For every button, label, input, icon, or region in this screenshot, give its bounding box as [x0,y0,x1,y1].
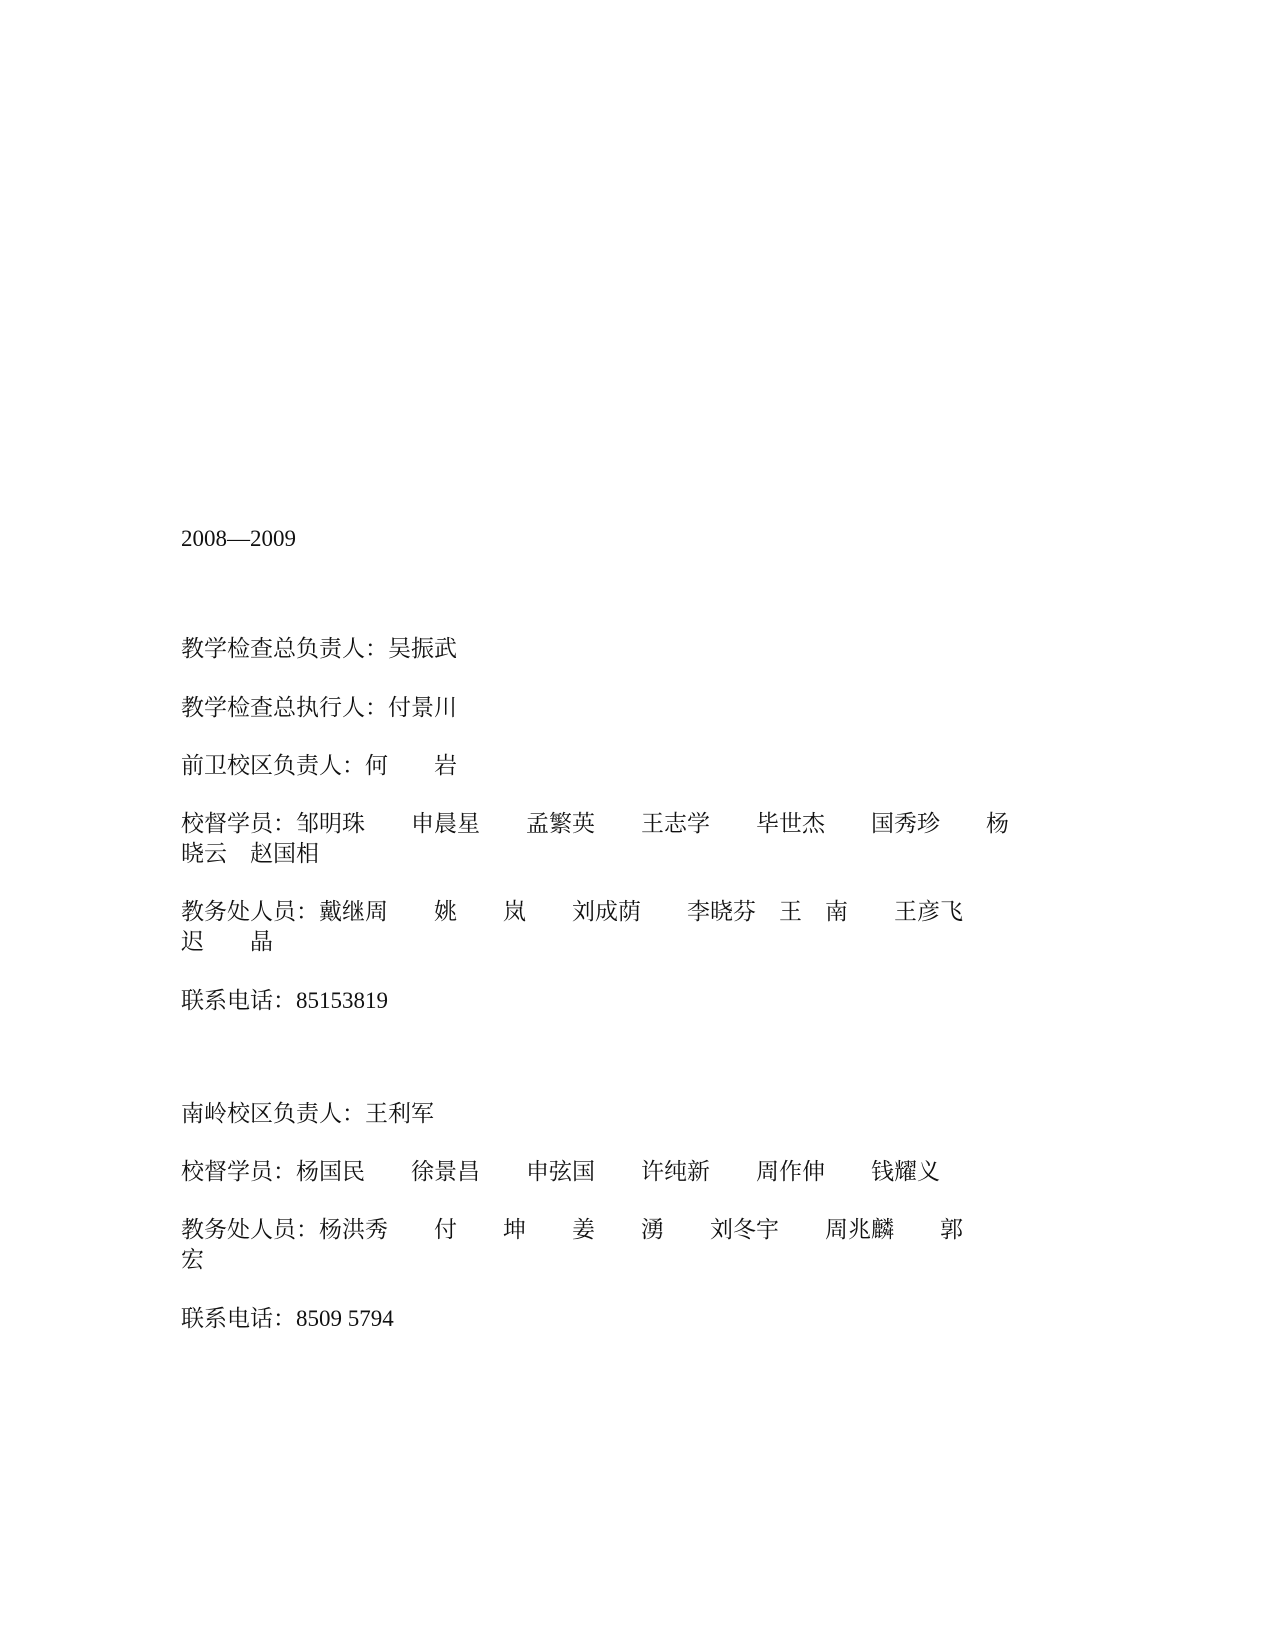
nanling-supervisors: 校督学员：杨国民 徐景昌 申弦国 许纯新 周作伸 钱耀义 [181,1159,940,1184]
chief-executor: 教学检查总执行人：付景川 [181,695,457,720]
qianwei-staff-line1: 教务处人员：戴继周 姚 岚 刘成荫 李晓芬 王 南 王彦飞 [181,899,963,924]
nanling-staff-line2: 宏 [181,1247,204,1272]
nanling-phone: 联系电话：8509 5794 [181,1306,394,1331]
qianwei-campus-responsible: 前卫校区负责人：何 岩 [181,753,457,778]
qianwei-supervisors-line2: 晓云 赵国相 [181,841,319,866]
qianwei-supervisors-line1: 校督学员：邹明珠 申晨星 孟繁英 王志学 毕世杰 国秀珍 杨 [181,811,1009,836]
qianwei-staff-line2: 迟 晶 [181,929,273,954]
nanling-campus-responsible: 南岭校区负责人：王利军 [181,1101,434,1126]
qianwei-phone: 联系电话：85153819 [181,988,388,1013]
year-range: 2008—2009 [181,526,296,551]
nanling-staff-line1: 教务处人员：杨洪秀 付 坤 姜 湧 刘冬宇 周兆麟 郭 [181,1217,963,1242]
chief-responsible: 教学检查总负责人：吴振武 [181,636,457,661]
